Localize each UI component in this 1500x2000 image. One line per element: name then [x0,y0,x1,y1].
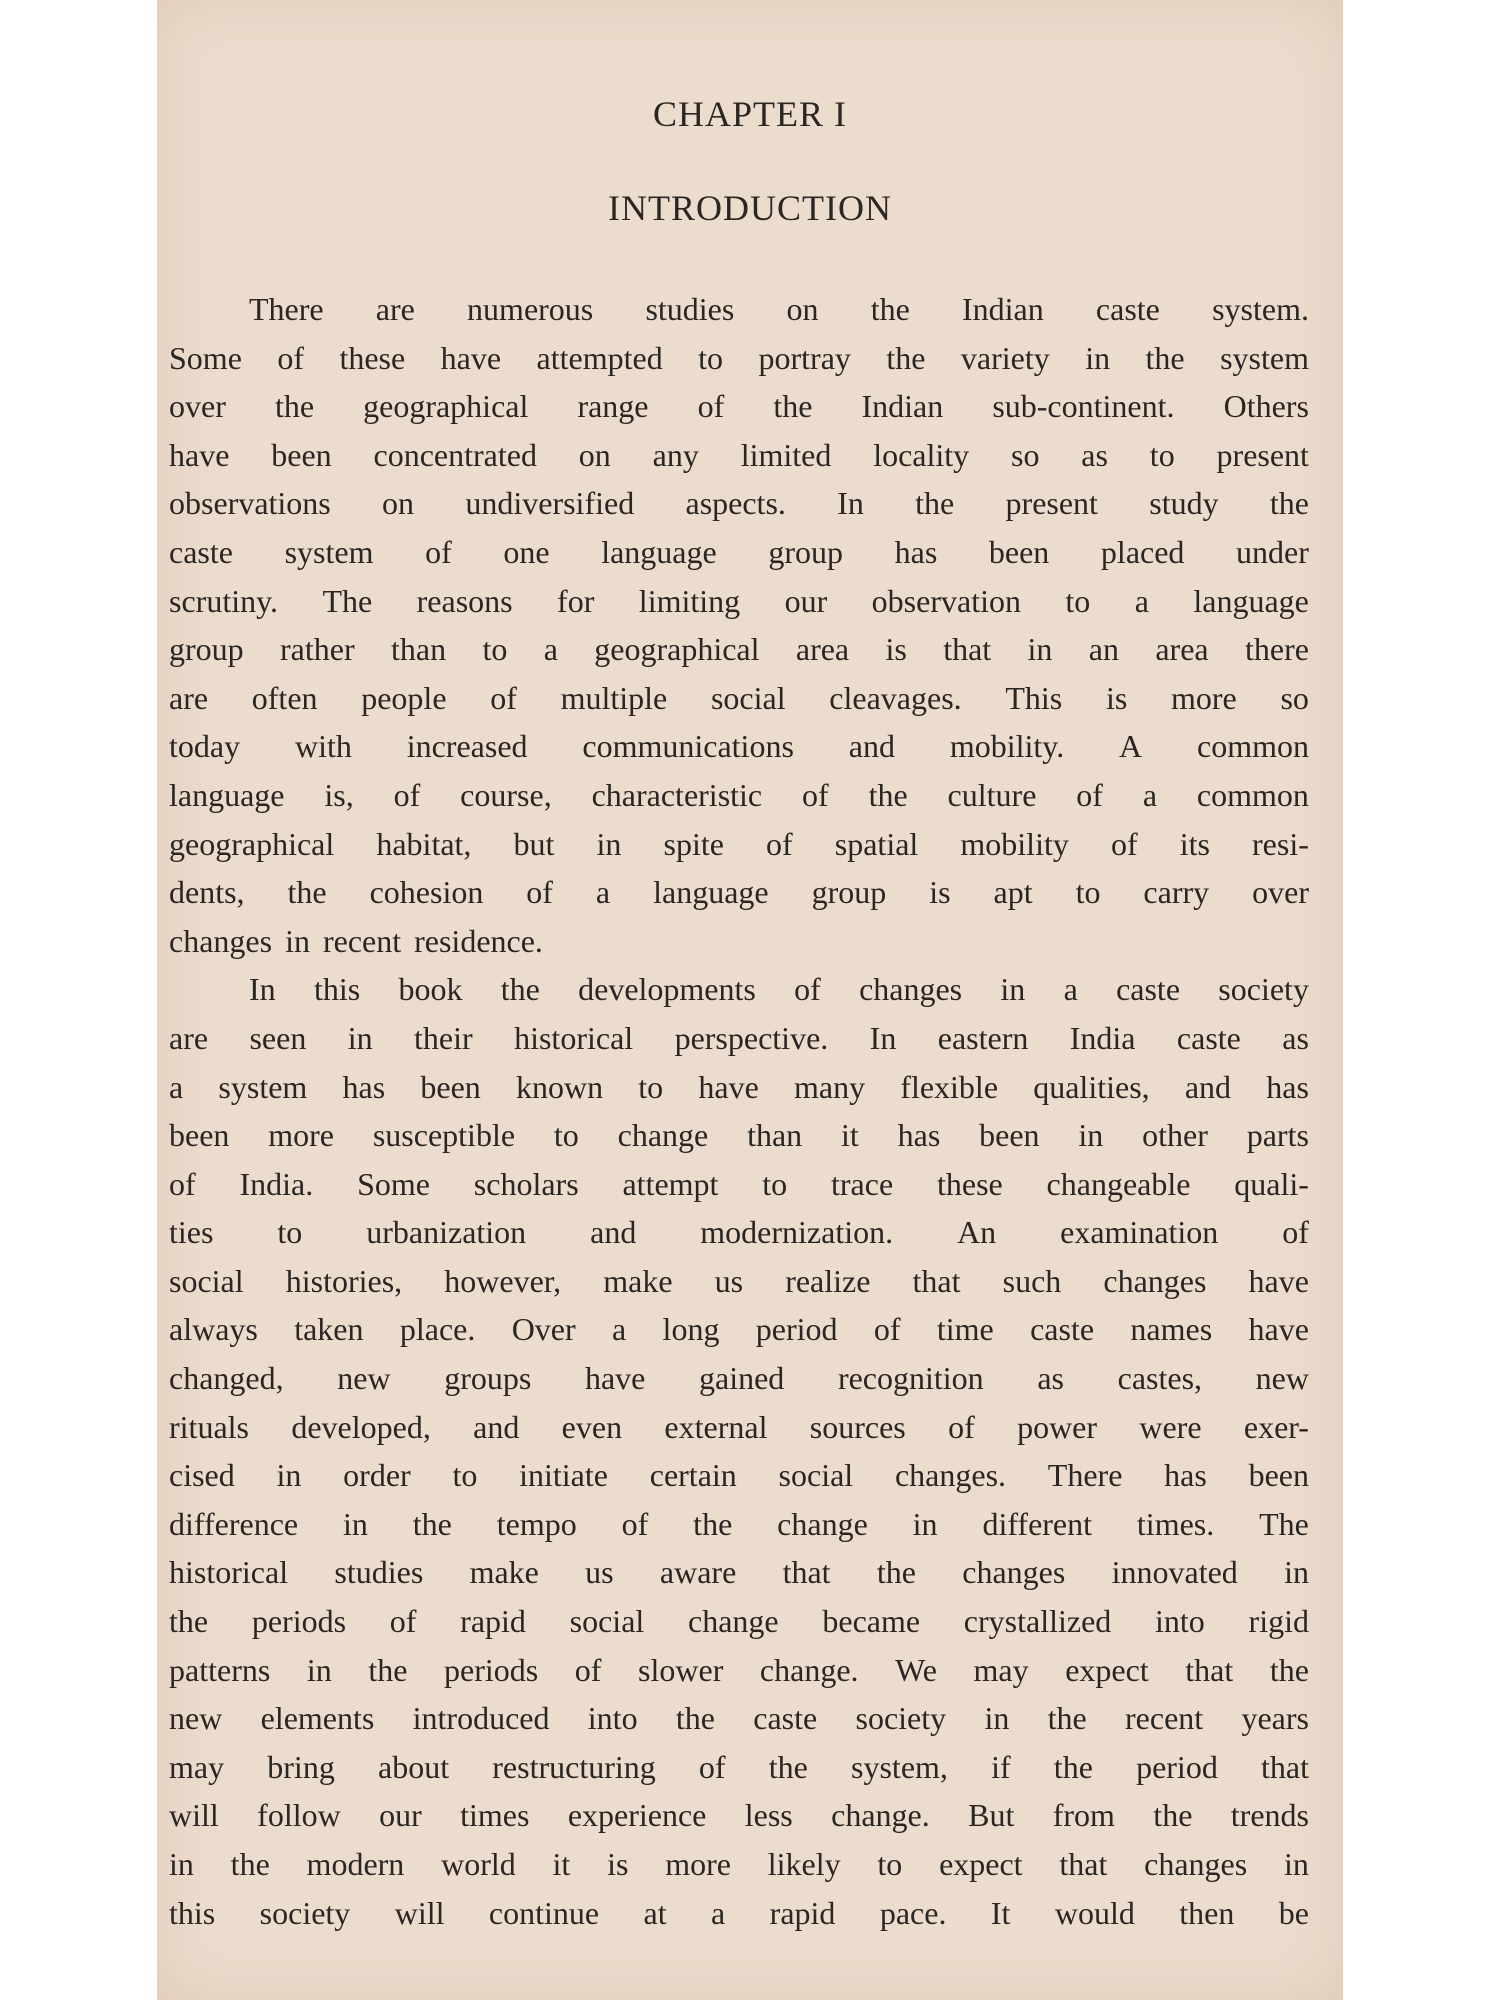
text-line: new elements introduced into the caste society in the recent years [169,1700,1309,1737]
chapter-number: CHAPTER I [652,94,847,134]
text-line: the periods of rapid social change became crystallized into rigid [169,1603,1309,1640]
text-line: been more susceptible to change than it has been in other parts [169,1117,1309,1154]
text-line: changed, new groups have gained recognition as castes, new [169,1360,1309,1397]
text-line: cised in order to initiate certain social changes. There has been [169,1457,1309,1494]
text-line: historical studies make us aware that the changes innovated in [169,1554,1309,1591]
text-line: in the modern world it is more likely to expect that changes in [169,1846,1309,1882]
chapter-title: INTRODUCTION [608,188,892,228]
text-line: a system has been known to have many flexible qualities, and has [169,1068,1309,1105]
text-line: rituals developed, and even external sources of power were exer- [169,1408,1309,1445]
text-line: today with increased communications and mobility. A common [169,728,1309,765]
text-line: ties to urbanization and modernization. An examination of [169,1214,1309,1251]
text-line: always taken place. Over a long period of time caste names have [169,1311,1309,1348]
text-line: are often people of multiple social cleavages. This is more so [169,679,1309,716]
text-line: changes in recent residence. [169,922,543,959]
text-line: group rather than to a geographical area is that in an area there [169,631,1309,668]
text-line: this society will continue at a rapid pace. It would then be [169,1894,1309,1931]
text-line: over the geographical range of the Indian sub-continent. Others [169,388,1309,425]
text-line: observations on undiversified aspects. In the present study the [169,485,1309,522]
text-line: of India. Some scholars attempt to trace these changeable quali- [169,1165,1309,1202]
text-line: geographical habitat, but in spite of spatial mobility of its resi- [169,825,1309,862]
text-line: There are numerous studies on the Indian caste system. [249,291,1309,327]
text-line: may bring about restructuring of the system, if the period that [169,1748,1309,1785]
text-line: patterns in the periods of slower change. We may expect that the [169,1651,1309,1688]
text-line: social histories, however, make us realize that such changes have [169,1262,1309,1299]
text-line: are seen in their historical perspective. In eastern India caste as [169,1019,1309,1056]
body-text [169,285,1309,1937]
text-line: difference in the tempo of the change in different times. The [169,1505,1309,1542]
text-line: dents, the cohesion of a language group is apt to carry over [169,874,1309,911]
text-line: scrutiny. The reasons for limiting our observation to a language [169,582,1309,619]
text-line: In this book the developments of changes in a caste society [249,971,1309,1008]
text-line: Some of these have attempted to portray the variety in the system [169,339,1309,376]
text-line: caste system of one language group has been placed under [169,533,1309,570]
text-line: will follow our times experience less change. But from the trends [169,1797,1309,1834]
book-page [157,0,1343,2000]
text-line: have been concentrated on any limited locality so as to present [169,436,1309,473]
text-line: language is, of course, characteristic of the culture of a common [169,776,1309,813]
